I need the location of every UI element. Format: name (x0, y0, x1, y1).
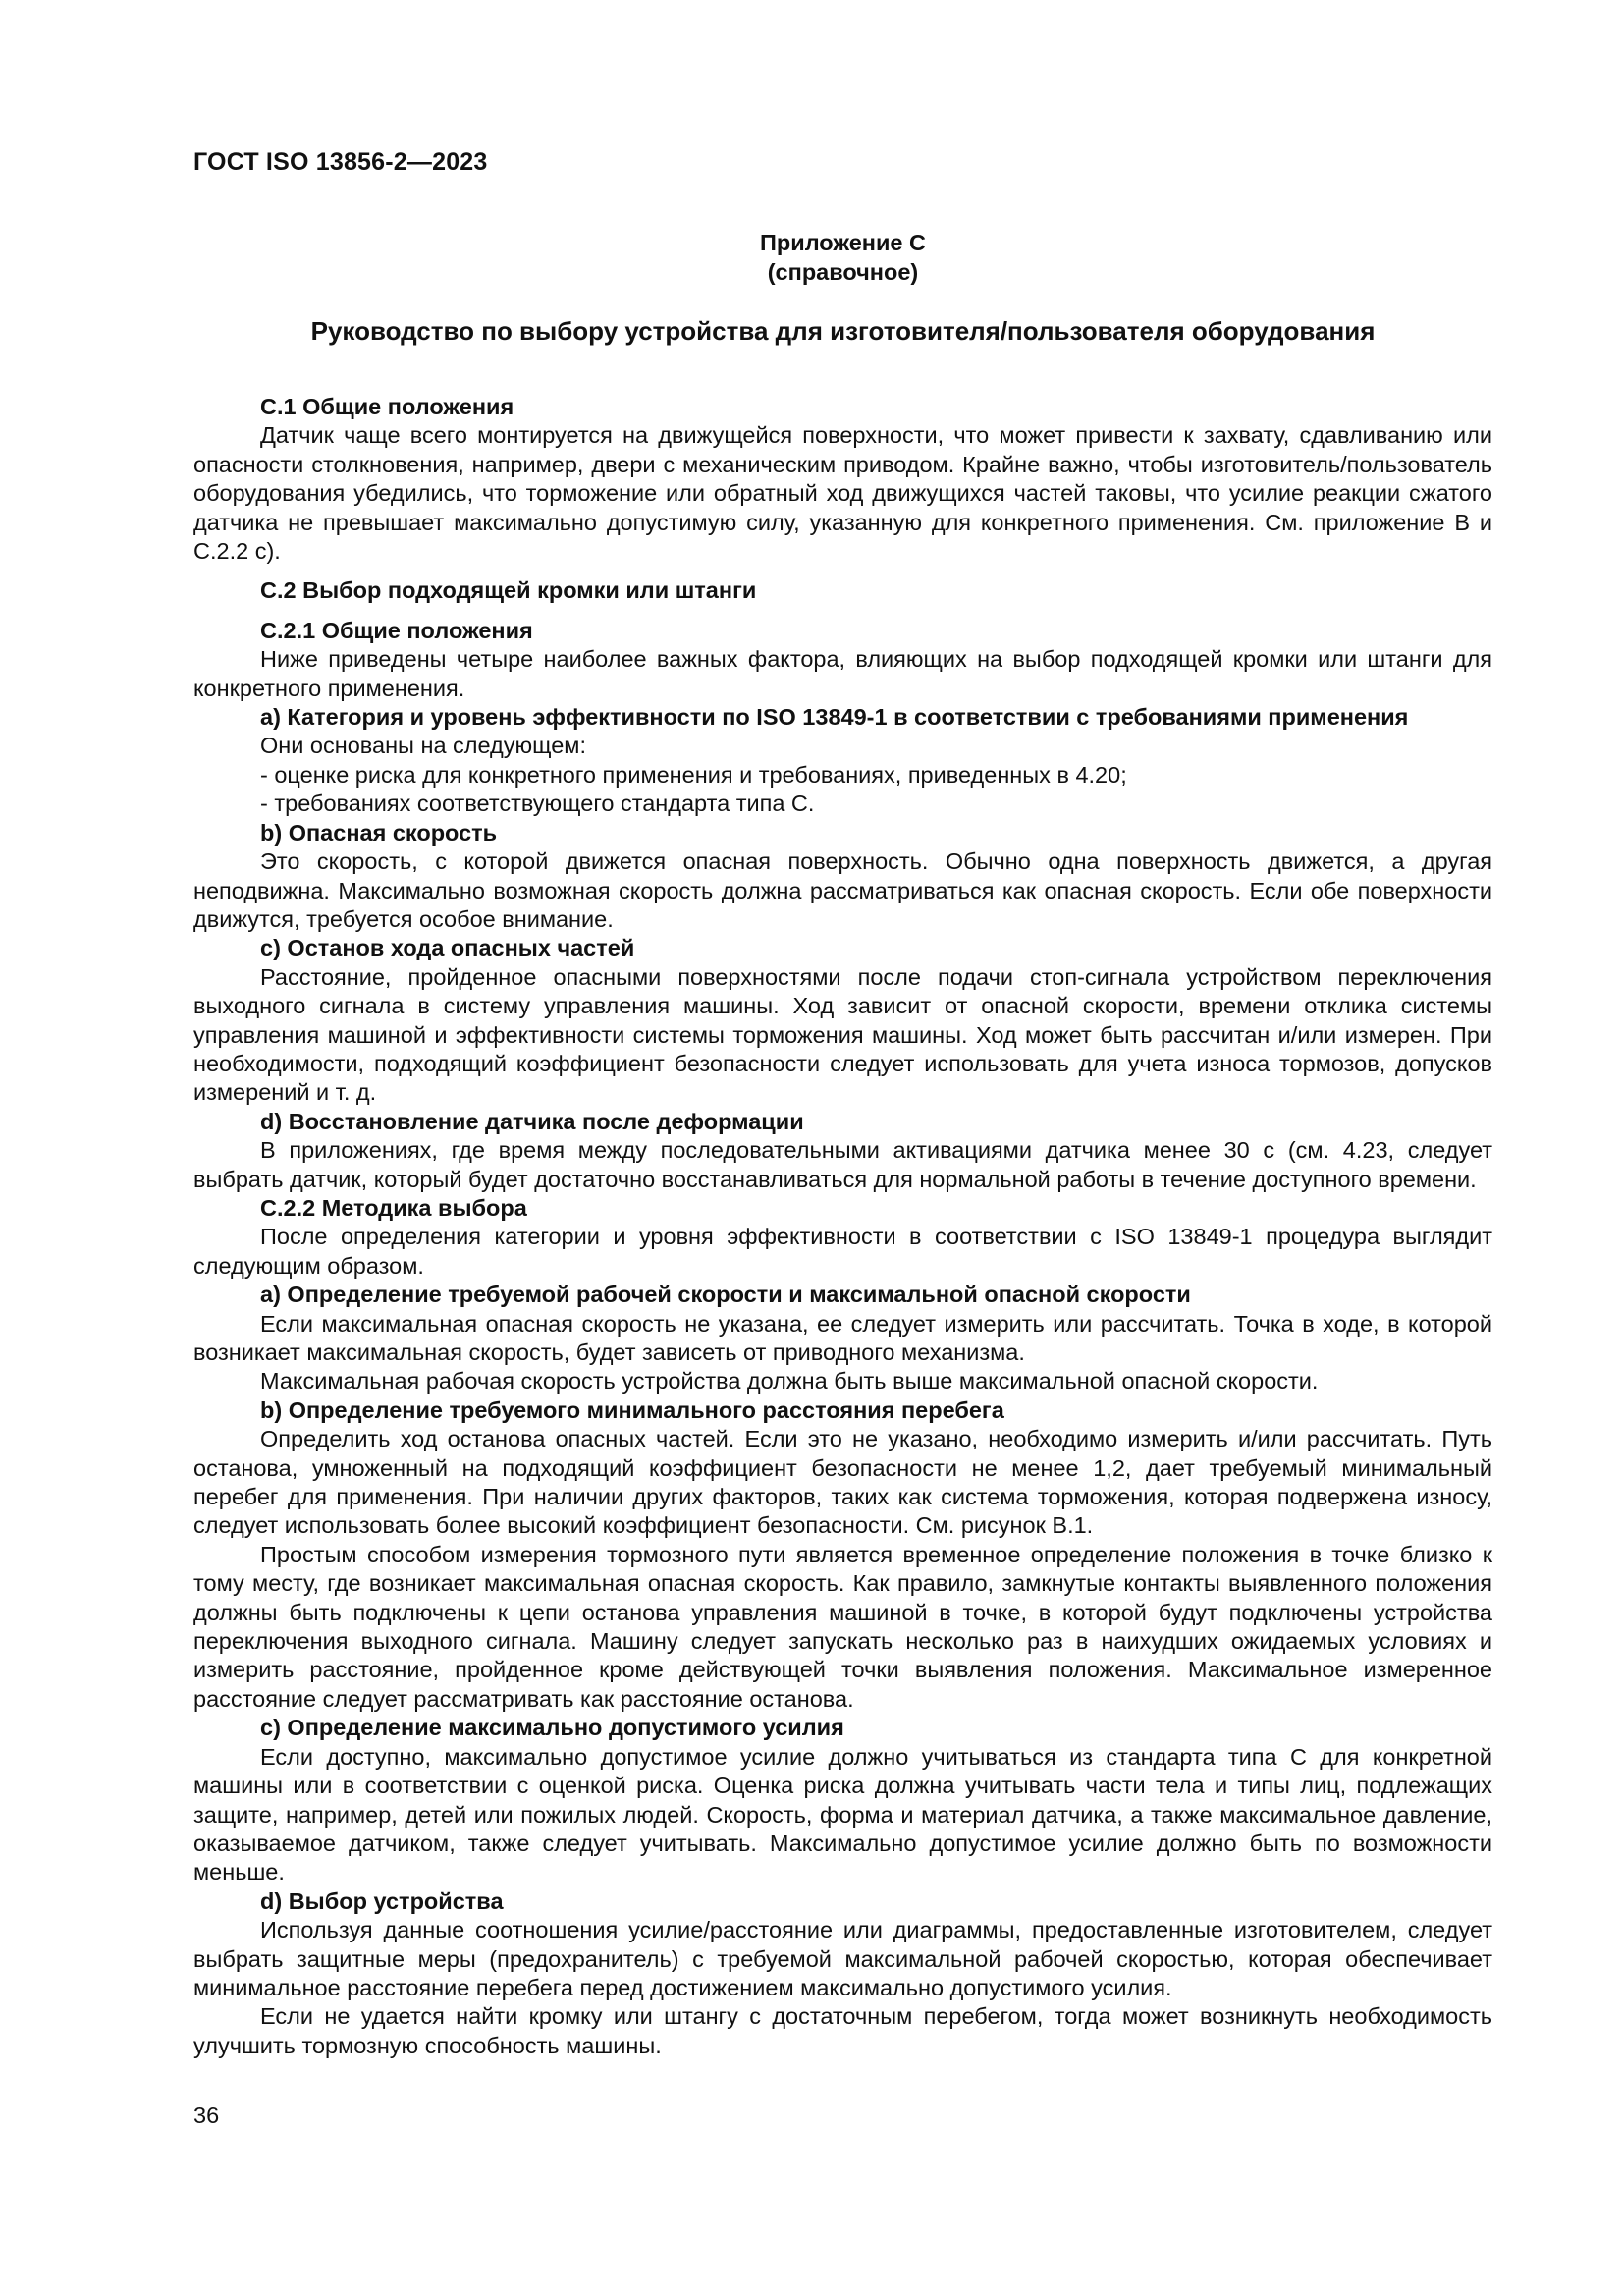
item-heading: с) Определение максимально допустимого усилия (260, 1715, 844, 1741)
paragraph: Датчик чаще всего монтируется на движущейся поверхности, что может привести к захвату, сдавливанию или опасности столкновения, например, двери с механическим приводом. Крайне важно, чтобы изготовитель/пользователь оборудования убедились, что торможение или обратный ход движущихся частей таковы, что усилие реакции сжатого датчика не превышает максимально допустимую силу, указанную для конкретного применения. См. приложение В и С.2.2 с). (193, 422, 1492, 565)
annex-title: Руководство по выбору устройства для изготовителя/пользователя оборудования (310, 316, 1376, 346)
paragraph: Используя данные соотношения усилие/расстояние или диаграммы, предоставленные изготовителем, следует выбрать защитные меры (предохранитель) с требуемой максимальной рабочей скоростью, которая обеспечивает минимальное расстояние перебега перед достижением максимально допустимого усилия. (193, 1917, 1492, 2000)
paragraph: В приложениях, где время между последовательными активациями датчика менее 30 с (см. 4.23, следует выбрать датчик, который будет достаточно восстанавливаться для нормальной работы в течение доступного времени. (193, 1137, 1492, 1192)
item-heading: а) Определение требуемой рабочей скорости и максимальной опасной скорости (260, 1282, 1191, 1308)
item-heading: а) Категория и уровень эффективности по ISO 13849-1 в соответствии с требованиями применения (260, 704, 1409, 731)
paragraph: Определить ход останова опасных частей. Если это не указано, необходимо измерить и/или рассчитать. Путь останова, умноженный на подходящий коэффициент безопасности не менее 1,2, дает требуемый минимальный перебег для применения. При наличии других факторов, таких как система торможения, которая подвержена износу, следует использовать более высокий коэффициент безопасности. См. рисунок В.1. (193, 1426, 1492, 1539)
paragraph: Ниже приведены четыре наиболее важных фактора, влияющих на выбор подходящей кромки или штанги для конкретного применения. (193, 646, 1492, 701)
paragraph: После определения категории и уровня эффективности в соответствии с ISO 13849-1 процедура выглядит следующим образом. (193, 1224, 1492, 1279)
paragraph: Если доступно, максимально допустимое усилие должно учитываться из стандарта типа С для конкретной машины или в соответствии с оценкой риска. Оценка риска должна учитывать части тела и типы лиц, подлежащих защите, например, детей или пожилых людей. Скорость, форма и материал датчика, а также максимальное давление, оказываемое датчиком, также следует учитывать. Максимально допустимое усилие должно быть по возможности меньше. (193, 1743, 1492, 1886)
paragraph: Простым способом измерения тормозного пути является временное определение положения в точке близко к тому месту, где возникает максимальная опасная скорость. Как правило, замкнутые контакты выявленного положения должны быть подключены к цепи останова управления машиной в точке, в которой будут подключены устройства переключения выходного сигнала. Машину следует запускать несколько раз в наихудших ожидаемых условиях и измерить расстояние, пройденное кроме действующей точки выявления положения. Максимальное измеренное расстояние следует рассматривать как расстояние останова. (193, 1541, 1492, 1712)
page-number: 36 (193, 2103, 220, 2128)
annex-type: (справочное) (767, 259, 919, 285)
item-heading: с) Останов хода опасных частей (260, 935, 635, 961)
section-heading: С.2 Выбор подходящей кромки или штанги (260, 577, 757, 604)
subsection-heading: С.2.2 Методика выбора (260, 1194, 527, 1221)
item-heading: d) Выбор устройства (260, 1887, 504, 1914)
item-heading: b) Опасная скорость (260, 819, 498, 846)
paragraph: Если не удается найти кромку или штангу с достаточным перебегом, тогда может возникнуть необходимость улучшить тормозную способность машины. (193, 2003, 1492, 2058)
section-heading: С.1 Общие положения (260, 394, 514, 419)
list-item: - требованиях соответствующего стандарта типа С. (260, 791, 815, 817)
document-body (193, 393, 1492, 2060)
paragraph: Расстояние, пройденное опасными поверхностями после подачи стоп-сигнала устройством переключения выходного сигнала в систему управления машины. Ход зависит от опасной скорости, времени отклика системы управления машиной и эффективности системы торможения машины. Ход может быть рассчитан и/или измерен. При необходимости, подходящий коэффициент безопасности следует использовать для учета износа тормозов, допусков измерений и т. д. (193, 963, 1492, 1106)
paragraph: Они основаны на следующем: (260, 733, 586, 759)
annex-label: Приложение С (760, 230, 926, 255)
paragraph: Если максимальная опасная скорость не указана, ее следует измерить или рассчитать. Точка в ходе, в которой возникает максимальная скорость, будет зависеть от приводного механизма. (193, 1310, 1492, 1365)
item-heading: d) Восстановление датчика после деформации (260, 1108, 804, 1134)
subsection-heading: С.2.1 Общие положения (260, 617, 533, 643)
annex-heading (193, 228, 1492, 287)
list-item: - оценке риска для конкретного применения и требованиях, приведенных в 4.20; (260, 761, 1127, 788)
document-header: ГОСТ ISO 13856-2—2023 (193, 148, 488, 176)
paragraph: Максимальная рабочая скорость устройства должна быть выше максимальной опасной скорости. (260, 1368, 1319, 1394)
paragraph: Это скорость, с которой движется опасная поверхность. Обычно одна поверхность движется, а другая неподвижна. Максимально возможная скорость должна рассматриваться как опасная скорость. Если обе поверхности движутся, требуется особое внимание. (193, 848, 1492, 932)
item-heading: b) Определение требуемого минимального расстояния перебега (260, 1396, 1004, 1423)
